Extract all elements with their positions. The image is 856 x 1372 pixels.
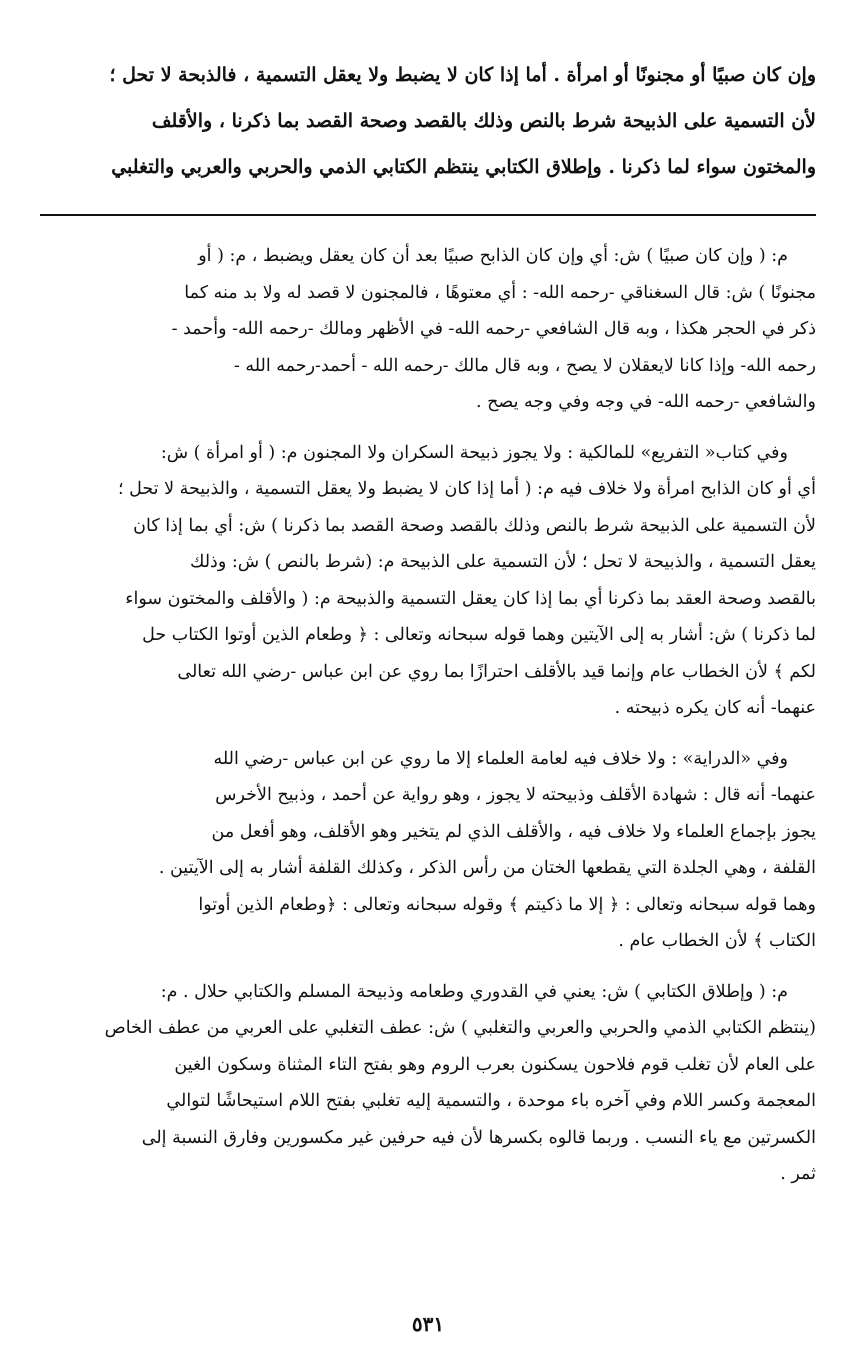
commentary-paragraph-1 (40, 238, 816, 421)
commentary-line: ثمر . (780, 1164, 816, 1184)
commentary-line: لأن التسمية على الذبيحة شرط بالنص وذلك بالقصد وصحة القصد بما ذكرنا ) ش: أي بما إذا كان (133, 515, 816, 536)
commentary-paragraph-3 (40, 741, 816, 960)
main-text-line: والمختون سواء لما ذكرنا . وإطلاق الكتابي ينتظم الكتابي الذمي والحربي والعربي والتغلبي (111, 156, 816, 178)
main-text (40, 52, 816, 190)
main-text-line: لأن التسمية على الذبيحة شرط بالنص وذلك بالقصد وصحة القصد بما ذكرنا ، والأقلف (151, 110, 816, 132)
commentary-line: (ينتظم الكتابي الذمي والحربي والعربي والتغلبي ) ش: عطف التغلبي على العربي من عطف الخاص (104, 1018, 816, 1038)
page-number: ٥٣١ (411, 1312, 445, 1336)
commentary-line: المعجمة وكسر اللام وفي آخره باء موحدة ، والتسمية إليه تغلبي بفتح اللام استيحاشًا لتوالي (166, 1091, 816, 1111)
commentary-line: الكسرتين مع ياء النسب . وربما قالوه بكسرها لأن فيه حرفين غير مكسورين وفارق النسبة إلى (141, 1127, 816, 1148)
commentary (40, 238, 816, 1193)
commentary-line: ذكر في الحجر هكذا ، وبه قال الشافعي -رحمه الله- في الأظهر ومالك -رحمه الله- وأحمد - (171, 319, 816, 339)
commentary-line: رحمه الله- وإذا كانا لايعقلان لا يصح ، وبه قال مالك -رحمه الله - أحمد-رحمه الله - (233, 355, 816, 376)
commentary-line: والشافعي -رحمه الله- في وجه وفي وجه يصح . (475, 392, 816, 412)
commentary-line: م: ( وإن كان صبيًا ) ش: أي وإن كان الذابح صبيًا بعد أن كان يعقل ويضبط ، م: ( أو (198, 246, 788, 266)
separator-rule (40, 214, 816, 216)
commentary-line: الكتاب ﴾ لأن الخطاب عام . (618, 931, 816, 951)
commentary-line: يجوز بإجماع العلماء ولا خلاف فيه ، والأقلف الذي لم يتخير وهو الأقلف، وهو أفعل من (211, 821, 816, 842)
commentary-line: مجنونًا ) ش: قال السغناقي -رحمه الله- : أي معتوهًا ، فالمجنون لا قصد له ولا بد منه كما (184, 282, 816, 303)
commentary-line: عنهما- أنه قال : شهادة الأقلف وذبيحته لا يجوز ، وهو رواية عن أحمد ، وذبيح الأخرس (215, 785, 816, 805)
commentary-line: عنهما- أنه كان يكره ذبيحته . (614, 698, 816, 718)
commentary-line: أي أو كان الذابح امرأة ولا خلاف فيه م: ( أما إذا كان لا يضبط ولا يعقل التسمية ، والذبيحة لا تحل ؛ (117, 479, 816, 499)
commentary-line: القلفة ، وهي الجلدة التي يقطعها الختان من رأس الذكر ، وكذلك القلفة أشار به إلى الآيتين . (158, 858, 816, 878)
commentary-paragraph-2 (40, 435, 816, 727)
main-text-line: وإن كان صبيًا أو مجنونًا أو امرأة . أما إذا كان لا يضبط ولا يعقل التسمية ، فالذبحة لا تحل ؛ (109, 64, 816, 86)
commentary-line: م: ( وإطلاق الكتابي ) ش: يعني في القدوري وطعامه وذبيحة المسلم والكتابي حلال . م: (160, 981, 788, 1002)
commentary-line: وفي «الدراية» : ولا خلاف فيه لعامة العلماء إلا ما روي عن ابن عباس -رضي الله (213, 748, 788, 769)
commentary-line: على العام لأن تغلب قوم فلاحون يسكنون بعرب الروم وهو بفتح التاء المثناة وسكون الغين (174, 1054, 816, 1075)
commentary-line: بالقصد وصحة العقد بما ذكرنا أي بما إذا كان يعقل التسمية والذبيحة م: ( والأقلف والمختون سواء (125, 588, 816, 609)
commentary-line: لكم ﴾ لأن الخطاب عام وإنما قيد بالأقلف احترازًا بما روي عن ابن عباس -رضي الله تعالى (177, 661, 816, 682)
commentary-line: وهما قوله سبحانه وتعالى : ﴿ إلا ما ذكيتم ﴾ وقوله سبحانه وتعالى : ﴿وطعام الذين أوتوا (198, 894, 816, 915)
commentary-line: وفي كتاب« التفريع» للمالكية : ولا يجوز ذبيحة السكران ولا المجنون م: ( أو امرأة ) ش: (160, 442, 788, 463)
commentary-paragraph-4 (40, 974, 816, 1193)
commentary-line: يعقل التسمية ، والذبيحة لا تحل ؛ لأن التسمية على الذبيحة م: (شرط بالنص ) ش: وذلك (189, 552, 816, 572)
commentary-line: لما ذكرنا ) ش: أشار به إلى الآيتين وهما قوله سبحانه وتعالى : ﴿ وطعام الذين أوتوا الكتاب حل (142, 625, 816, 645)
